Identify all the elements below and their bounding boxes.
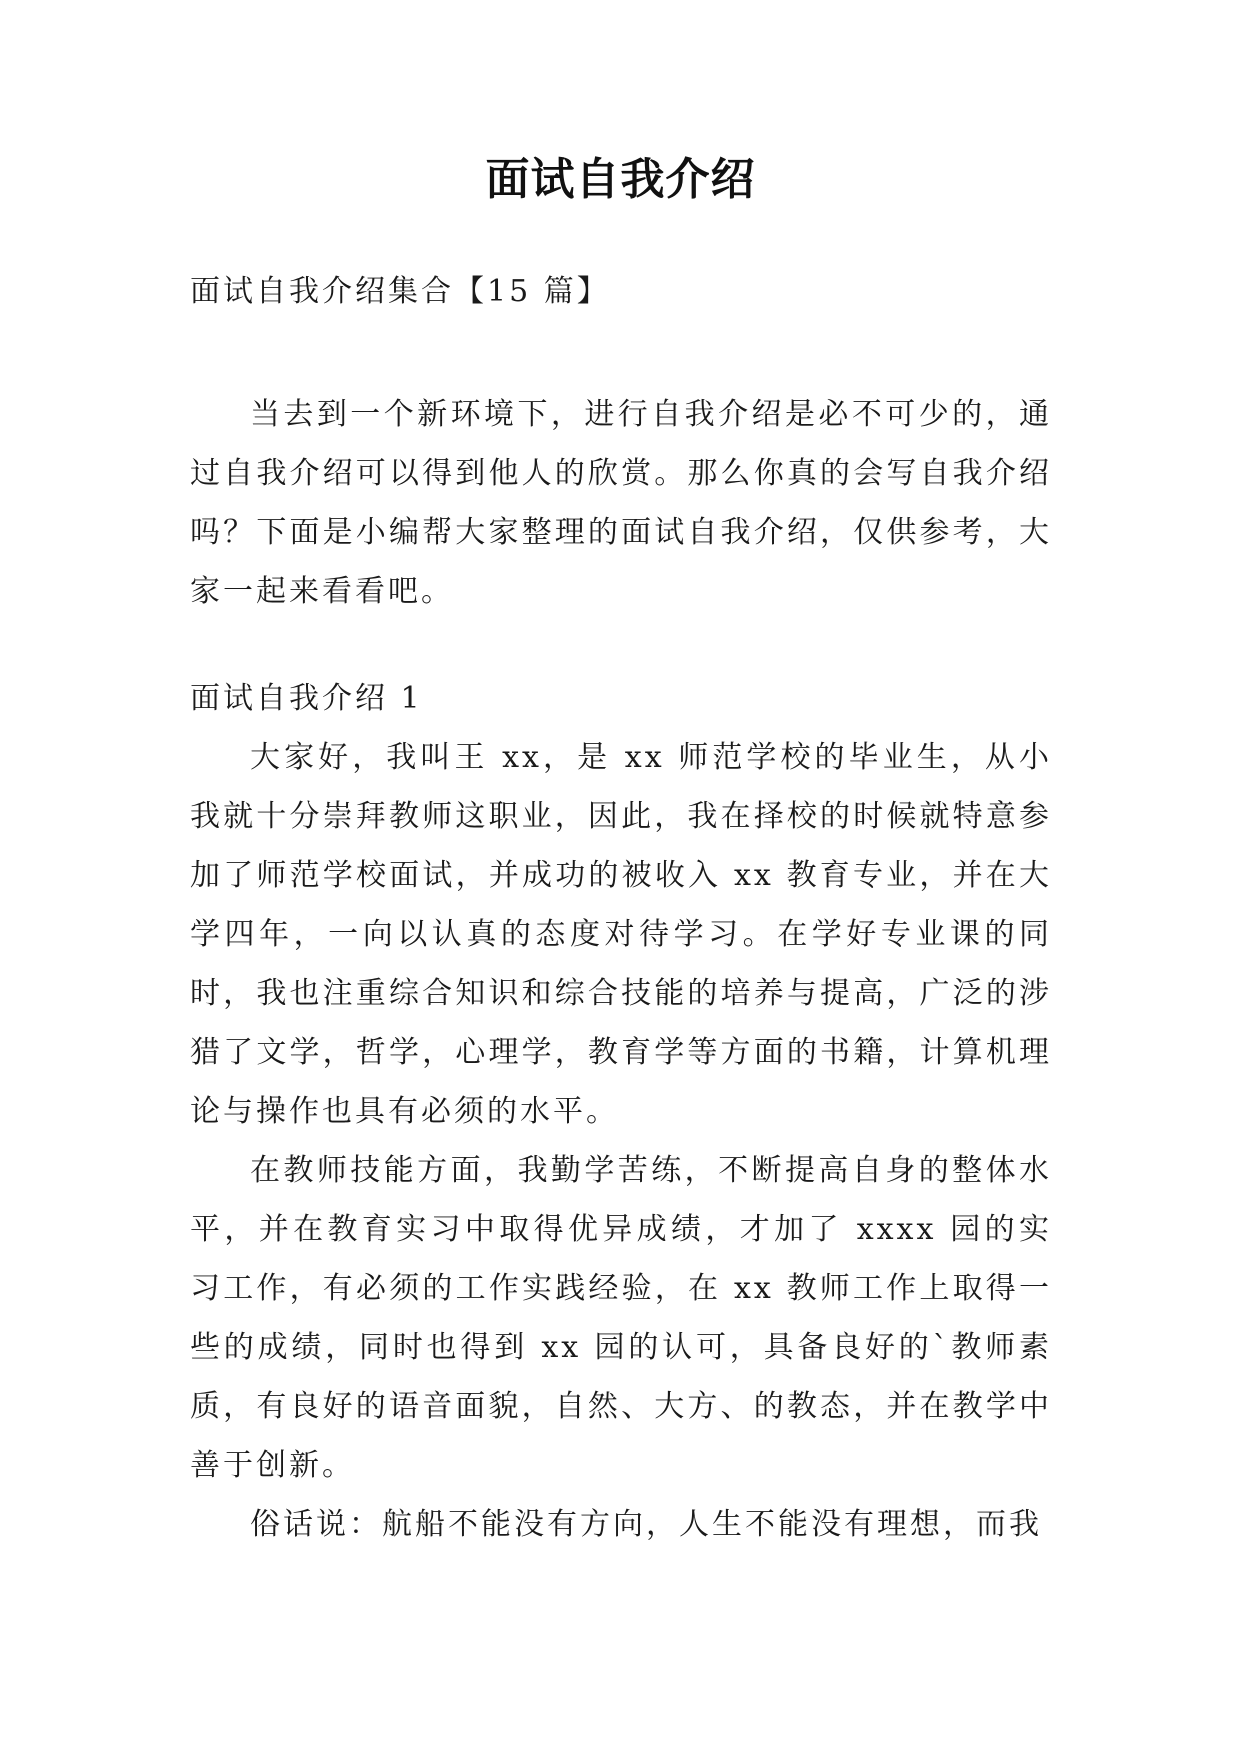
body-paragraph: 俗话说：航船不能没有方向，人生不能没有理想，而我 xyxy=(250,1507,1042,1542)
document-body xyxy=(190,262,1052,1554)
section-heading: 面试自我介绍 1 xyxy=(190,681,423,716)
document-subtitle: 面试自我介绍集合【15 篇】 xyxy=(190,274,610,309)
page-title: 面试自我介绍 xyxy=(485,154,756,205)
body-paragraph: 大家好，我叫王 xx，是 xx 师范学校的毕业生，从小我就十分崇拜教师这职业，因此，我在择校的时候就特意参加了师范学校面试，并成功的被收入 xx 教育专业，并在大学四年，一向以认真的态度对待学习。在学好专业课的同时，我也注重综合知识和综合技能的培养与提高，广泛的涉猎了文学，哲学，心理学，教育学等方面的书籍，计算机理论与操作也具有必须的水平。 xyxy=(190,740,1052,1129)
intro-paragraph: 当去到一个新环境下，进行自我介绍是必不可少的，通过自我介绍可以得到他人的欣赏。那么你真的会写自我介绍吗？下面是小编帮大家整理的面试自我介绍，仅供参考，大家一起来看看吧。 xyxy=(190,397,1052,609)
body-paragraph: 在教师技能方面，我勤学苦练，不断提高自身的整体水平，并在教育实习中取得优异成绩，才加了 xxxx 园的实习工作，有必须的工作实践经验，在 xx 教师工作上取得一些的成绩，同时也得到 xx 园的认可，具备良好的`教师素质，有良好的语音面貌，自然、大方、的教态，并在教学中善于创新。 xyxy=(190,1153,1052,1483)
spacer xyxy=(190,321,1052,385)
spacer xyxy=(190,621,1052,669)
